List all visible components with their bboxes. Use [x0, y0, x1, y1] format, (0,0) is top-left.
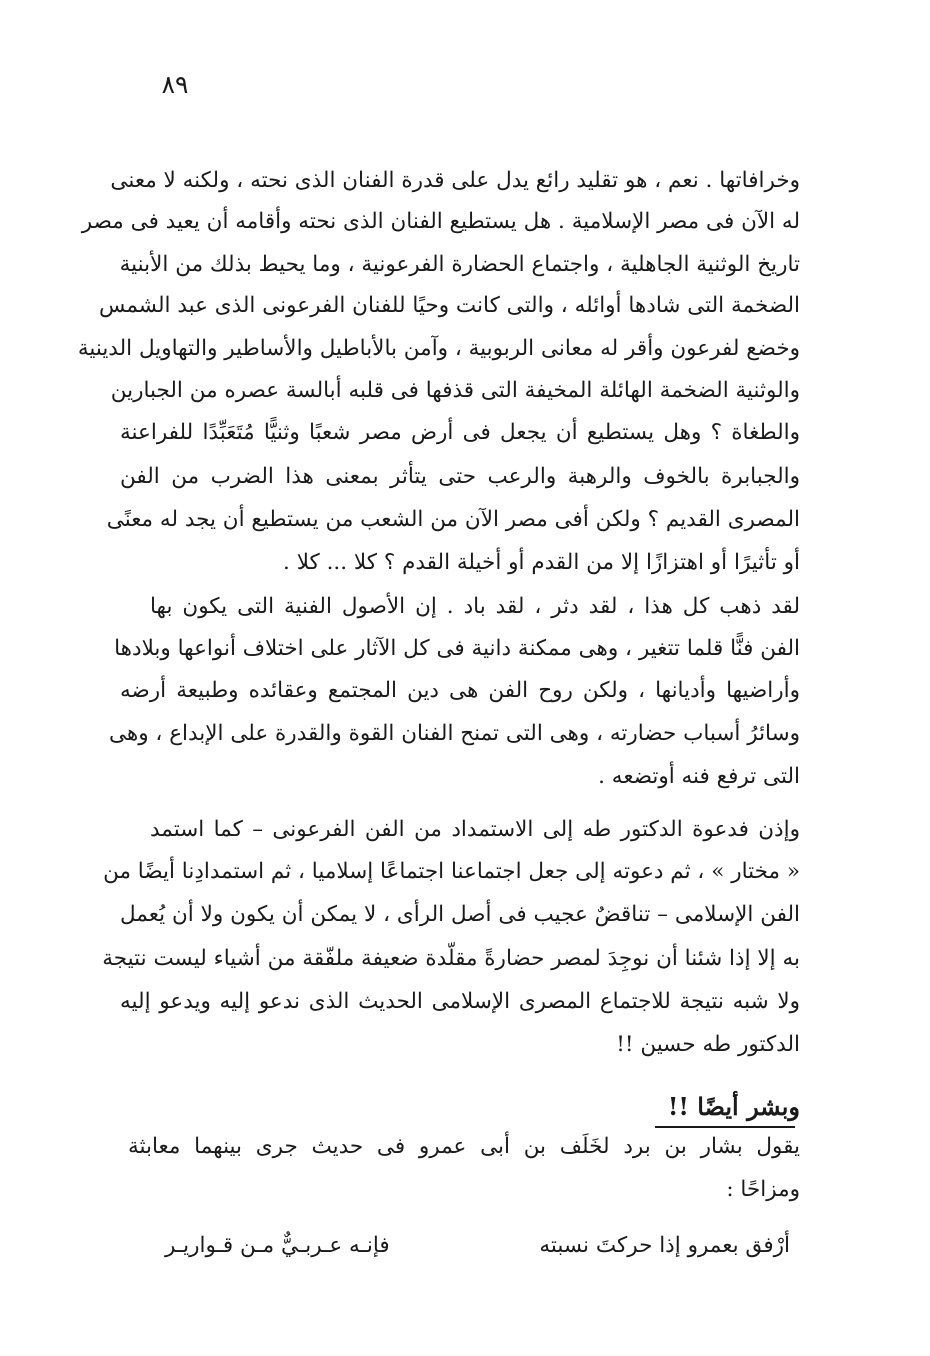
section-heading: وبشر أيضًا !! [667, 1092, 800, 1121]
text-line: الفن فنًّا قلما تتغير ، وهى ممكنة دانية فى كل الآثار على اختلاف أنواعها وبلادها [114, 636, 800, 661]
verse-second-hemistich: فإنـه عـربـيٌّ مـن قـواريـر [165, 1233, 390, 1258]
text-line: ولا شبه نتيجة للاجتماع المصرى الإسلامى الحديث الذى ندعو إليه ويدعو إليه [120, 989, 800, 1014]
text-line: به إلا إذا شئنا أن نوجِدَ لمصر حضارةً مقلّدة ضعيفة ملفّقة من أشياء ليست نتيجة [102, 946, 800, 971]
text-line: والوثنية الضخمة الهائلة المخيفة التى قذفها فى قلبه أبالسة عصره من الجبارين [110, 378, 800, 403]
text-line: والطغاة ؟ وهل يستطيع أن يجعل فى أرض مصر شعبًا وثنيًّا مُتَعَبِّدًا للفراعنة [120, 420, 800, 445]
text-line: لقد ذهب كل هذا ، لقد دثر ، لقد باد . إن الأصول الفنية التى يكون بها [150, 594, 800, 619]
text-line: وأراضيها وأديانها ، ولكن روح الفن هى دين المجتمع وعقائده وطبيعة أرضه [120, 678, 800, 703]
text-line: وسائرُ أسباب حضارته ، وهى التى تمنح الفنان القوة والقدرة على الإبداع ، وهى [108, 721, 800, 746]
text-line: الفن الإسلامى – تناقضٌ عجيب فى أصل الرأى ، لا يمكن أن يكون ولا أن يُعمل [120, 902, 800, 927]
text-line: وخضع لفرعون وأقر له معانى الربوبية ، وآمن بالأباطيل والأساطير والتهاويل الدينية [77, 336, 800, 361]
text-line: ومزاحًا : [726, 1177, 800, 1202]
text-line: وإذن فدعوة الدكتور طه إلى الاستمداد من الفن الفرعونى – كما استمد [150, 817, 800, 842]
text-line: له الآن فى مصر الإسلامية . هل يستطيع الفنان الذى نحته وأقامه أن يعيد فى مصر [81, 209, 800, 234]
text-line: الدكتور طه حسين !! [616, 1032, 800, 1057]
text-line: وخرافاتها . نعم ، هو تقليد رائع يدل على قدرة الفنان الذى نحته ، ولكنه لا معنى [110, 168, 800, 193]
verse-first-hemistich: أرْفق بعمرو إذا حركتَ نسبته [539, 1233, 790, 1258]
text-line: تاريخ الوثنية الجاهلية ، واجتماع الحضارة الفرعونية ، وما يحيط بذلك من الأبنية [119, 252, 800, 277]
text-line: التى ترفع فنه أوتضعه . [598, 764, 800, 789]
text-line: والجبابرة بالخوف والرهبة والرعب حتى يتأثر بمعنى هذا الضرب من الفن [120, 464, 800, 489]
text-line: المصرى القديم ؟ ولكن أفى مصر الآن من الشعب من يستطيع أن يجد له معنًى [106, 507, 800, 532]
page-number: ٨٩ [161, 70, 189, 99]
text-line: « مختار » ، ثم دعوته إلى جعل اجتماعنا اجتماعًا إسلاميا ، ثم استمدادِنا أيضًا من [103, 859, 800, 884]
text-line: يقول بشار بن برد لخَلَف بن أبى عمرو فى حديث جرى بينهما معابثة [128, 1134, 800, 1159]
heading-underline [655, 1126, 795, 1128]
text-line: الضخمة التى شادها أوائله ، والتى كانت وحيًا للفنان الفرعونى الذى عبد الشمس [98, 293, 800, 318]
text-line: أو تأثيرًا أو اهتزازًا إلا من القدم أو أخيلة القدم ؟ كلا ... كلا . [283, 550, 800, 575]
